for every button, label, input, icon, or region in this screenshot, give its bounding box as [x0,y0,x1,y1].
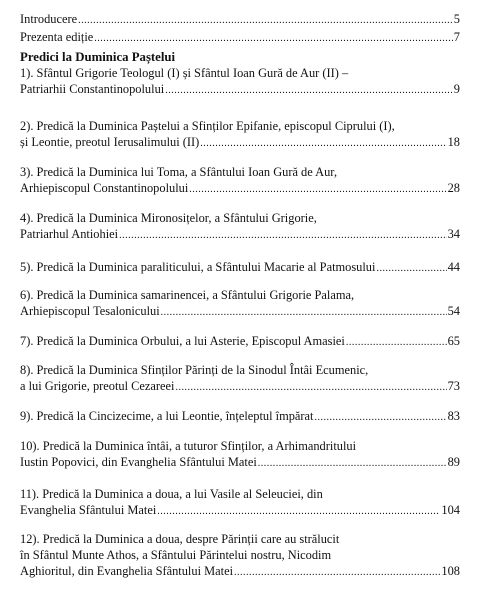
toc-entry-text: Arhiepiscopul Constantinopolului [20,181,189,195]
toc-entry-text: 10). Predică la Duminica întâi, a tuturor Sfinților, a Arhimandritului [20,439,357,453]
toc-entry-text: Arhiepiscopul Tesalonicului [20,304,160,318]
toc-entry-text: Iustin Popovici, din Evanghelia Sfântului Matei [20,455,257,469]
leader-dots [189,183,446,197]
toc-entry-text: în Sfântul Munte Athos, a Sfântului Părintelui nostru, Nicodim [20,548,332,562]
toc-entry-8 [20,379,460,395]
page-number: 54 [447,304,460,318]
toc-entry-text: Prezenta ediție [20,30,94,44]
leader-dots [78,14,453,28]
leader-dots [175,381,446,395]
toc-entry-text: 8). Predică la Duminica Sfinților Părinți de la Sinodul Întâi Ecumenic, [20,363,369,377]
toc-entry-text: 5). Predică la Duminica paraliticului, a Sfântului Macarie al Patmosului [20,260,376,274]
toc-entry-text: Patriarhii Constantinopolului [20,82,165,96]
toc-entry-line [20,288,460,302]
toc-entry-text: 4). Predică la Duminica Mironosițelor, a Sfântului Grigorie, [20,211,317,225]
toc-entry-text: 7). Predică la Duminica Orbului, a lui Asterie, Episcopul Amasiei [20,334,345,348]
toc-entry-text: 11). Predică la Duminica a doua, a lui Vasile al Seleuciei, din [20,487,323,501]
page-number: 89 [447,455,460,469]
toc-entry-4 [20,227,460,243]
page-number: 104 [441,503,460,517]
toc-entry-line [20,487,460,501]
leader-dots [157,505,440,519]
toc-entry-text: 12). Predică la Duminica a doua, despre Părinții care au strălucit [20,532,340,546]
toc-entry-6 [20,304,460,320]
toc-entry-line [20,532,460,546]
section-title: Predici la Duminica Paștelui [20,50,176,64]
leader-dots [234,566,440,580]
toc-entry-line [20,548,460,562]
page-number: 7 [453,30,460,44]
toc-entry-introducere [20,12,460,28]
leader-dots [161,306,447,320]
toc-entry-5 [20,260,460,276]
page-number: 108 [441,564,460,578]
toc-entry-text: a lui Grigorie, preotul Cezareei [20,379,175,393]
toc-entry-text: 6). Predică la Duminica samarinencei, a Sfântului Grigorie Palama, [20,288,355,302]
leader-dots [258,457,447,471]
leader-dots [94,32,453,46]
toc-entry-3 [20,181,460,197]
toc-entry-line [20,165,460,179]
toc-entry-2 [20,135,460,151]
toc-entry-text: Aghioritul, din Evanghelia Sfântului Matei [20,564,234,578]
toc-entry-12 [20,564,460,580]
page-number: 18 [447,135,460,149]
page-number: 65 [447,334,460,348]
toc-entry-11 [20,503,460,519]
toc-entry-line [20,66,460,80]
toc-entry-text: Patriarhul Antiohiei [20,227,119,241]
leader-dots [200,137,446,151]
page-number: 5 [453,12,460,26]
leader-dots [376,262,446,276]
toc-entry-line [20,439,460,453]
toc-entry-1 [20,82,460,98]
page-number: 44 [447,260,460,274]
toc-entry-text: 9). Predică la Cincizecime, a lui Leontie, înțeleptul împărat [20,409,314,423]
toc-entry-prezenta-editie [20,30,460,46]
toc-entry-10 [20,455,460,471]
toc-entry-text: și Leontie, preotul Ierusalimului (II) [20,135,200,149]
leader-dots [165,84,453,98]
toc-entry-9 [20,409,460,425]
toc-entry-line [20,363,460,377]
leader-dots [119,229,447,243]
toc-entry-text: Introducere [20,12,78,26]
toc-entry-text: 2). Predică la Duminica Paștelui a Sfinților Epifanie, episcopul Ciprului (I), [20,119,395,133]
page-number: 28 [447,181,460,195]
page-number: 34 [447,227,460,241]
toc-entry-text: 3). Predică la Duminica lui Toma, a Sfântului Ioan Gură de Aur, [20,165,338,179]
toc-entry-line [20,211,460,225]
page-number: 9 [453,82,460,96]
page-number: 73 [447,379,460,393]
leader-dots [314,411,446,425]
toc-entry-text: Evanghelia Sfântului Matei [20,503,157,517]
toc-entry-7 [20,334,460,350]
toc-entry-text: 1). Sfântul Grigorie Teologul (I) și Sfântul Ioan Gură de Aur (II) – [20,66,349,80]
toc-entry-line [20,119,460,133]
leader-dots [346,336,447,350]
page-number: 83 [447,409,460,423]
